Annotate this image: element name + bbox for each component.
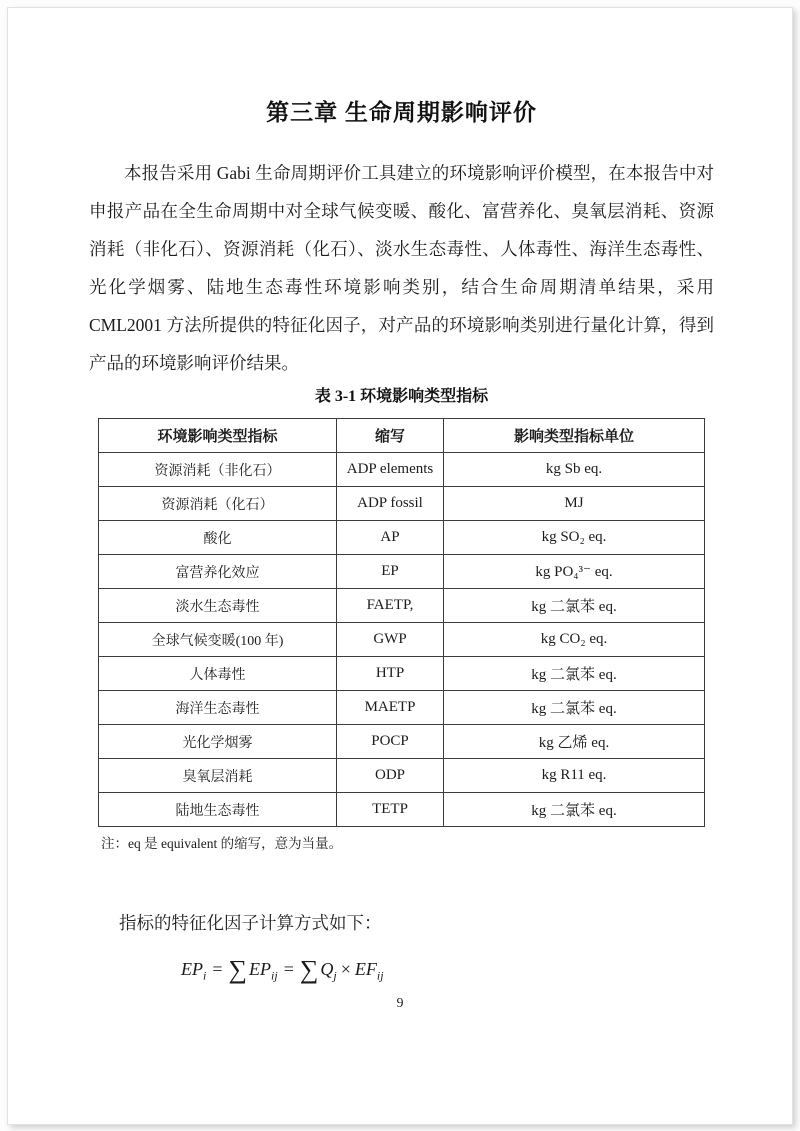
- formula-sub-ij: ij: [271, 968, 278, 983]
- formula-sub-i: i: [203, 968, 207, 983]
- formula-term-ep-i: EP: [181, 959, 203, 979]
- table-row: [99, 487, 705, 521]
- summation-icon: ∑: [299, 955, 319, 984]
- table-header-row: [99, 419, 705, 453]
- impact-category-cell: 海洋生态毒性: [99, 691, 337, 725]
- intro-paragraph: 本报告采用 Gabi 生命周期评价工具建立的环境影响评价模型，在本报告中对申报产品在全生命周期中对全球气候变暖、酸化、富营养化、臭氧层消耗、资源消耗（非化石）、资源消耗（化石）、淡水生态毒性、人体毒性、海洋生态毒性、光化学烟雾、陆地生态毒性环境影响类别，结合生命周期清单结果，采用 CML2001 方法所提供的特征化因子，对产品的环境影响类别进行量化计算，得到产品的环境影响评价结果。: [89, 163, 714, 373]
- unit-cell: kg 乙烯 eq.: [444, 725, 705, 759]
- impact-category-cell: 资源消耗（化石）: [99, 487, 337, 521]
- table-caption: 表 3-1 环境影响类型指标: [314, 388, 489, 405]
- equals-sign: =: [212, 959, 223, 979]
- table-row: [99, 521, 705, 555]
- characterization-factor-formula: [181, 953, 714, 992]
- summation-icon: ∑: [228, 955, 248, 984]
- impact-category-cell: 全球气候变暖(100 年): [99, 623, 337, 657]
- unit-cell: kg Sb eq.: [444, 453, 705, 487]
- abbreviation-cell: EP: [337, 555, 444, 589]
- unit-cell: kg 二氯苯 eq.: [444, 589, 705, 623]
- unit-cell: kg 二氯苯 eq.: [444, 691, 705, 725]
- table-footnote: 注：eq 是 equivalent 的缩写，意为当量。: [101, 836, 343, 851]
- impact-indicator-table: [98, 418, 705, 827]
- unit-cell: kg 二氯苯 eq.: [444, 657, 705, 691]
- table-row: [99, 725, 705, 759]
- abbreviation-cell: POCP: [337, 725, 444, 759]
- impact-category-cell: 富营养化效应: [99, 555, 337, 589]
- impact-category-cell: 人体毒性: [99, 657, 337, 691]
- table-row: [99, 657, 705, 691]
- unit-cell: MJ: [444, 487, 705, 521]
- impact-category-cell: 光化学烟雾: [99, 725, 337, 759]
- table-row: [99, 589, 705, 623]
- table-row: [99, 793, 705, 827]
- table-row: [99, 453, 705, 487]
- formula-term-q-j: Q: [320, 959, 334, 979]
- abbreviation-cell: HTP: [337, 657, 444, 691]
- formula-intro-text: 指标的特征化因子计算方式如下：: [119, 913, 382, 933]
- page-content: [8, 98, 792, 992]
- abbreviation-cell: FAETP,: [337, 589, 444, 623]
- table-row: [99, 555, 705, 589]
- unit-cell: kg R11 eq.: [444, 759, 705, 793]
- abbreviation-cell: AP: [337, 521, 444, 555]
- page-number: 9: [396, 996, 404, 1011]
- formula-term-ep-ij: EP: [249, 959, 272, 979]
- equals-sign: =: [283, 959, 294, 979]
- table-row: [99, 759, 705, 793]
- abbreviation-cell: ADP fossil: [337, 487, 444, 521]
- abbreviation-cell: GWP: [337, 623, 444, 657]
- header-impact-category: 环境影响类型指标: [99, 419, 337, 453]
- table-row: [99, 623, 705, 657]
- impact-category-cell: 陆地生态毒性: [99, 793, 337, 827]
- formula-sub-ij: ij: [376, 968, 384, 983]
- abbreviation-cell: TETP: [337, 793, 444, 827]
- table-row: [99, 691, 705, 725]
- formula-sub-j: j: [333, 968, 337, 983]
- impact-category-cell: 资源消耗（非化石）: [99, 453, 337, 487]
- impact-category-cell: 酸化: [99, 521, 337, 555]
- unit-cell: kg CO₂ eq.: [444, 623, 705, 657]
- document-page: [7, 7, 793, 1125]
- header-unit: 影响类型指标单位: [444, 419, 705, 453]
- multiplication-sign: ×: [340, 959, 351, 979]
- impact-category-cell: 臭氧层消耗: [99, 759, 337, 793]
- abbreviation-cell: MAETP: [337, 691, 444, 725]
- header-abbreviation: 缩写: [337, 419, 444, 453]
- chapter-title: 第三章 生命周期影响评价: [266, 100, 537, 125]
- unit-cell: kg 二氯苯 eq.: [444, 793, 705, 827]
- unit-cell: kg SO₂ eq.: [444, 521, 705, 555]
- abbreviation-cell: ODP: [337, 759, 444, 793]
- unit-cell: kg PO₄³⁻ eq.: [444, 555, 705, 589]
- formula-term-ef-ij: EF: [354, 959, 377, 979]
- impact-category-cell: 淡水生态毒性: [99, 589, 337, 623]
- abbreviation-cell: ADP elements: [337, 453, 444, 487]
